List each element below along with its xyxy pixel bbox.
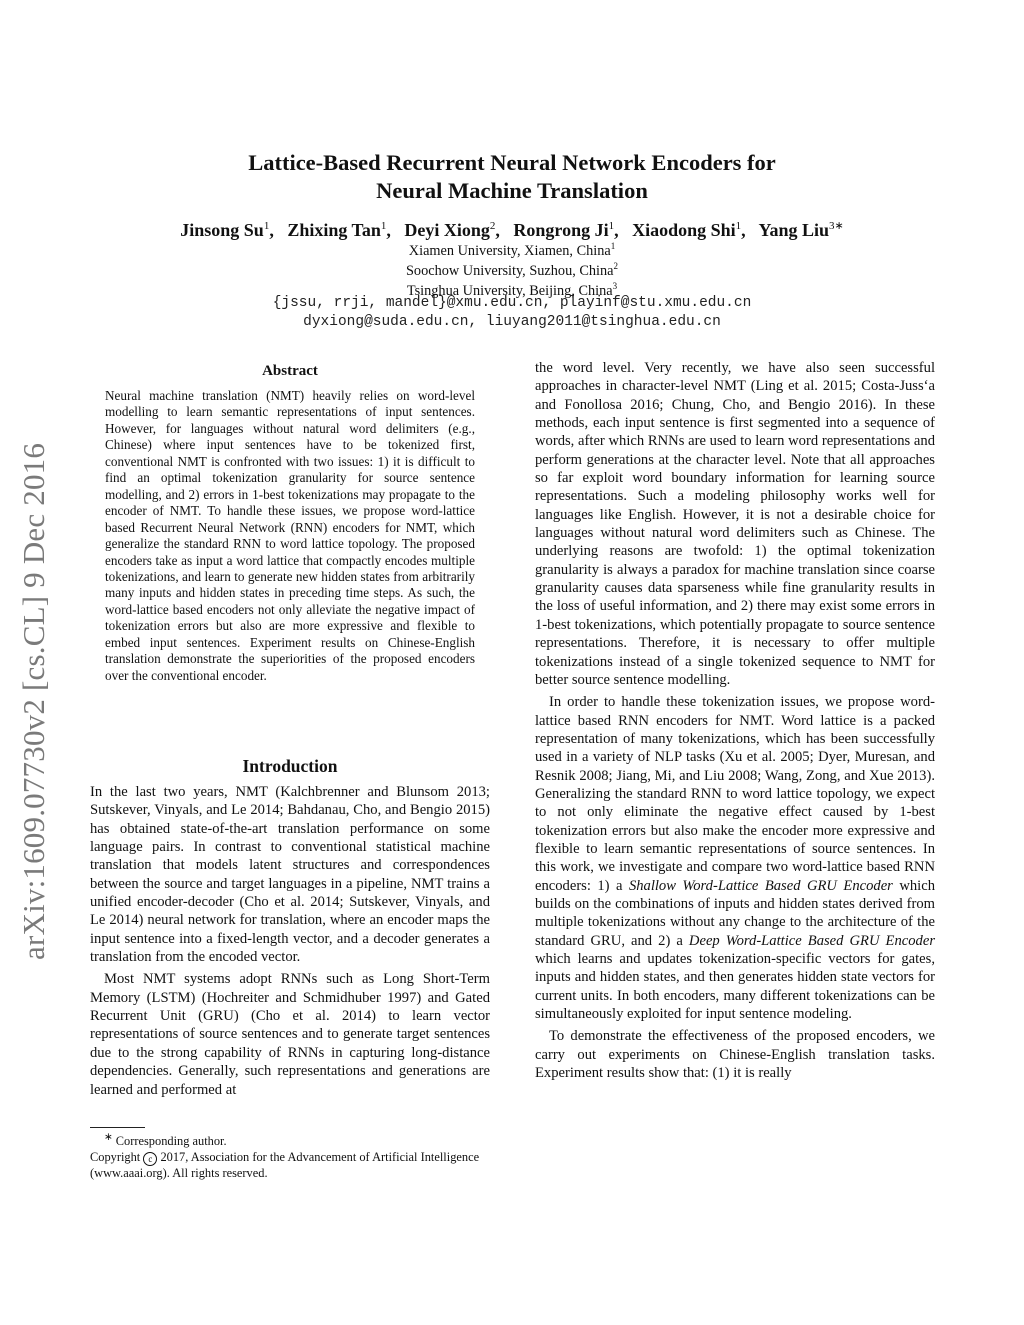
author: Xiaodong Shi$^1$ (632, 220, 742, 240)
paragraph: In the last two years, NMT (Kalchbrenner and Blunsom 2013; Sutskever, Vinyals, and Le 2014; Bahdanau, Cho, and Bengio 2015) has obtained state-of-the-art translation performance on some language pairs. In contrast to conventional statistical machine translation that models latent structures and correspondences between the source and target languages in a pipeline, NMT trains a unified encoder-decoder (Cho et al. 2014; Sutskever, Vinyals, and Le 2014) neural network for translation, where an encoder maps the input sentence into a fixed-length vector, and a decoder generates a translation from the encoded vector. (90, 784, 490, 966)
author: Yang Liu$^{3∗}$ (758, 220, 844, 240)
copyright-notice: Copyright c 2017, Association for the Advancement of Artificial Intelligence (www.aaai.org). All rights reserved. (90, 1149, 480, 1180)
author-list: Jinsong Su$^1$, Zhixing Tan$^1$, Deyi Xiong$^2$, Rongrong Ji$^1$, Xiaodong Shi$^1$, Yang Liu$^{3∗}$ (180, 220, 844, 240)
affiliation: Soochow University, Suzhou, China$^2$ (405, 261, 619, 279)
title-line: Lattice-Based Recurrent Neural Network Encoders for (248, 150, 776, 175)
corresponding-footnote: ∗ Corresponding author. (104, 1132, 227, 1149)
introduction-heading: Introduction (242, 756, 338, 776)
paragraph: the word level. Very recently, we have also seen successful approaches in character-level NMT (Ling et al. 2015; Costa-Juss‘a and Fonollosa 2016; Chung, Cho, and Bengio 2016). In these methods, each input sentence is first segmented into a sequence of words, after which RNNs are used to learn word representations and perform generations at the character level. Note that all approaches so far exploit word boundary information for learning source representations. Such a modeling philosophy works well for languages like English. However, it is not a desirable choice for languages without natural word delimiters such as Chinese. The underlying reasons are twofold: 1) the optimal tokenization granularity is always a paradox for machine translation since coarse granularity causes data sparseness while fine granularity results in the loss of useful information, and 2) there may exist some errors in 1-best tokenizations, which potentially propagate to source sentence representations. Therefore, it is necessary to offer multiple tokenizations instead of a single tokenized sequence to NMT for better source sentence modelling. (535, 360, 935, 688)
paragraph: To demonstrate the effectiveness of the proposed encoders, we carry out experiments on Chinese-English translation tasks. Experiment results show that: (1) it is really (535, 1028, 935, 1082)
author: Rongrong Ji$^1$ (513, 220, 615, 240)
affiliation: Tsinghua University, Beijing, China$^3$ (406, 281, 618, 299)
abstract-heading: Abstract (262, 363, 318, 379)
abstract-section (90, 363, 490, 684)
author: Zhixing Tan$^1$ (287, 220, 387, 240)
title-line: Neural Machine Translation (376, 178, 648, 203)
copyright-icon: c (143, 1152, 157, 1166)
affiliation: Xiamen University, Xiamen, China$^1$ (408, 241, 616, 259)
paragraph: Most NMT systems adopt RNNs such as Long Short-Term Memory (LSTM) (Hochreiter and Schmidhuber 1997) and Gated Recurrent Unit (GRU) (Cho et al. 2014) to learn vector representations of source sentences and to generate target sentences due to the strong capability of RNNs in capturing long-distance dependencies. Generally, such representations and generations are learned and performed at (90, 971, 490, 1098)
email-line: dyxiong@suda.edu.cn, liuyang2011@tsinghua.edu.cn (303, 314, 721, 330)
footnote-area (90, 1127, 490, 1181)
paper-title (0, 149, 1024, 205)
arxiv-identifier: arXiv:1609.07730v2 [cs.CL] 9 Dec 2016 (16, 442, 51, 960)
introduction-section (90, 756, 490, 1099)
email-line: {jssu, rrji, mandel}@xmu.edu.cn, playinf@stu.xmu.edu.cn (272, 295, 752, 311)
abstract-text: Neural machine translation (NMT) heavily relies on word-level modelling to learn semantic representations of input sentences. However, for languages without natural word delimiters (e.g., Chinese) where input sentences have to be tokenized first, conventional NMT is confronted with two issues: 1) it is difficult to find an optimal tokenization granularity for source sentence modelling, and 2) errors in 1-best tokenizations may propagate to the encoder of NMT. To handle these issues, we propose word-lattice based Recurrent Neural Network (RNN) encoders for NMT, which generalize the standard RNN to word lattice topology. The proposed encoders take as input a word lattice that compactly encodes multiple tokenizations, and learn to generate new hidden states from arbitrarily many inputs and hidden states in preceding time steps. As such, the word-lattice based encoders not only alleviate the negative impact of tokenization errors but also are more expressive and flexible to embed input sentences. Experiment results on Chinese-English translation demonstrate the superiorities of the proposed encoders over the conventional encoder. (105, 388, 475, 683)
paragraph: In order to handle these tokenization issues, we propose word-lattice based RNN encoders for NMT. Word lattice is a packed representation of many tokenizations, which has been successfully used in a variety of NLP tasks (Xu et al. 2005; Dyer, Muresan, and Resnik 2008; Jiang, Mi, and Liu 2008; Wang, Zong, and Xue 2013). Generalizing the standard RNN to word lattice topology, we expect to not only eliminate the negative effect caused by 1-best tokenization errors but also make the encoder more expressive and flexible to learn semantic representations of source sentences. In this work, we investigate and compare two word-lattice based RNN encoders: 1) a Shallow Word-Lattice Based GRU Encoder which builds on the combinations of inputs and hidden states derived from multiple tokenizations without any change to the architecture of the standard GRU, and 2) a Deep Word-Lattice Based GRU Encoder which learns and updates tokenization-specific vectors for gates, inputs and hidden states, and then generates hidden state vectors for current units. In both encoders, many different tokenizations can be simultaneously exploited for input sentence modeling. (535, 694, 935, 1023)
author: Jinsong Su$^1$ (180, 220, 270, 240)
right-column (535, 359, 935, 1082)
author: Deyi Xiong$^2$ (404, 220, 496, 240)
